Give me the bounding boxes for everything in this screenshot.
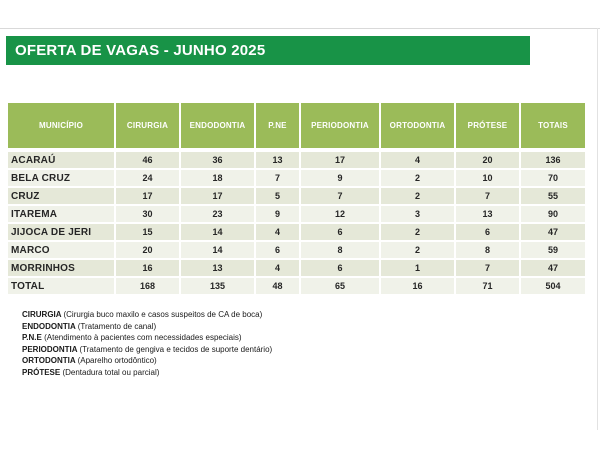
table-cell: 135: [181, 278, 254, 294]
table-cell: 47: [521, 260, 585, 276]
table-row: [8, 206, 587, 222]
column-header: PERIODONTIA: [301, 103, 379, 148]
row-label: ACARAÚ: [8, 152, 114, 168]
vagas-table: [8, 103, 587, 296]
table-cell: 14: [181, 242, 254, 258]
table-cell: 13: [256, 152, 299, 168]
legend-term: PRÓTESE: [22, 367, 63, 377]
table-cell: 48: [256, 278, 299, 294]
column-header: ENDODONTIA: [181, 103, 254, 148]
table-cell: 20: [456, 152, 519, 168]
legend-line: [22, 332, 272, 344]
table-cell: 36: [181, 152, 254, 168]
page-title: OFERTA DE VAGAS - JUNHO 2025: [15, 42, 266, 59]
table-cell: 13: [181, 260, 254, 276]
table-cell: 24: [116, 170, 179, 186]
table-row: [8, 170, 587, 186]
row-label: CRUZ: [8, 188, 114, 204]
row-label: BELA CRUZ: [8, 170, 114, 186]
table-cell: 18: [181, 170, 254, 186]
column-header: CIRURGIA: [116, 103, 179, 148]
table-header-row: [8, 103, 587, 148]
table-cell: 9: [301, 170, 379, 186]
table-cell: 70: [521, 170, 585, 186]
table-cell: 8: [456, 242, 519, 258]
table-cell: 6: [256, 242, 299, 258]
table-row: [8, 260, 587, 276]
table-cell: 4: [256, 260, 299, 276]
table-row: [8, 278, 587, 294]
table-row: [8, 152, 587, 168]
legend-line: [22, 367, 272, 379]
table-cell: 17: [116, 188, 179, 204]
table-cell: 168: [116, 278, 179, 294]
table-cell: 90: [521, 206, 585, 222]
table-cell: 15: [116, 224, 179, 240]
table-cell: 6: [301, 260, 379, 276]
row-label: TOTAL: [8, 278, 114, 294]
legend-term: ORTODONTIA: [22, 356, 78, 365]
table-cell: 504: [521, 278, 585, 294]
table-cell: 2: [381, 188, 454, 204]
legend-description: (Atendimento à pacientes com necessidades especiais): [44, 333, 242, 342]
title-bar: [6, 36, 530, 65]
table-cell: 136: [521, 152, 585, 168]
table-row: [8, 242, 587, 258]
legend-description: (Tratamento de gengiva e tecidos de suporte dentário): [79, 344, 273, 354]
legend-description: (Aparelho ortodôntico): [77, 356, 157, 365]
table-cell: 1: [381, 260, 454, 276]
table-cell: 10: [456, 170, 519, 186]
table-cell: 7: [301, 188, 379, 204]
table-cell: 30: [116, 206, 179, 222]
table-cell: 2: [381, 224, 454, 240]
table-cell: 71: [456, 278, 519, 294]
legend-line: [22, 321, 272, 333]
table-cell: 23: [181, 206, 254, 222]
table-cell: 2: [381, 242, 454, 258]
legend-line: [22, 309, 272, 321]
table-cell: 7: [456, 188, 519, 204]
column-header: P.NE: [256, 103, 299, 148]
legend: [22, 309, 272, 378]
column-header: ORTODONTIA: [381, 103, 454, 148]
table-body: [8, 152, 587, 294]
row-label: MORRINHOS: [8, 260, 114, 276]
table-cell: 3: [381, 206, 454, 222]
table-row: [8, 188, 587, 204]
row-label: JIJOCA DE JERI: [8, 224, 114, 240]
table-cell: 8: [301, 242, 379, 258]
table-cell: 46: [116, 152, 179, 168]
table-cell: 9: [256, 206, 299, 222]
table-cell: 55: [521, 188, 585, 204]
legend-term: PERIODONTIA: [22, 344, 80, 354]
table-cell: 7: [256, 170, 299, 186]
table-cell: 20: [116, 242, 179, 258]
table-cell: 6: [301, 224, 379, 240]
legend-line: [22, 344, 272, 356]
legend-line: [22, 355, 272, 367]
legend-term: P.N.E: [22, 333, 45, 342]
table-cell: 65: [301, 278, 379, 294]
table-cell: 2: [381, 170, 454, 186]
table-cell: 12: [301, 206, 379, 222]
table-cell: 59: [521, 242, 585, 258]
table-cell: 13: [456, 206, 519, 222]
column-header: MUNICÍPIO: [8, 103, 114, 148]
table-cell: 14: [181, 224, 254, 240]
table-cell: 4: [256, 224, 299, 240]
legend-description: (Cirurgia buco maxilo e casos suspeitos de CA de boca): [63, 310, 263, 319]
table-cell: 6: [456, 224, 519, 240]
right-divider-line: [597, 28, 598, 430]
table-cell: 4: [381, 152, 454, 168]
legend-term: ENDODONTIA: [22, 321, 78, 331]
table-cell: 16: [381, 278, 454, 294]
column-header: TOTAIS: [521, 103, 585, 148]
row-label: MARCO: [8, 242, 114, 258]
table-cell: 17: [301, 152, 379, 168]
table-cell: 7: [456, 260, 519, 276]
table-cell: 47: [521, 224, 585, 240]
table-cell: 16: [116, 260, 179, 276]
table-row: [8, 224, 587, 240]
legend-description: (Dentadura total ou parcial): [62, 367, 160, 377]
top-divider-line: [0, 28, 600, 29]
row-label: ITAREMA: [8, 206, 114, 222]
table-cell: 5: [256, 188, 299, 204]
legend-term: CIRURGIA: [22, 310, 64, 319]
column-header: PRÓTESE: [456, 103, 519, 148]
legend-description: (Tratamento de canal): [77, 321, 157, 331]
table-cell: 17: [181, 188, 254, 204]
